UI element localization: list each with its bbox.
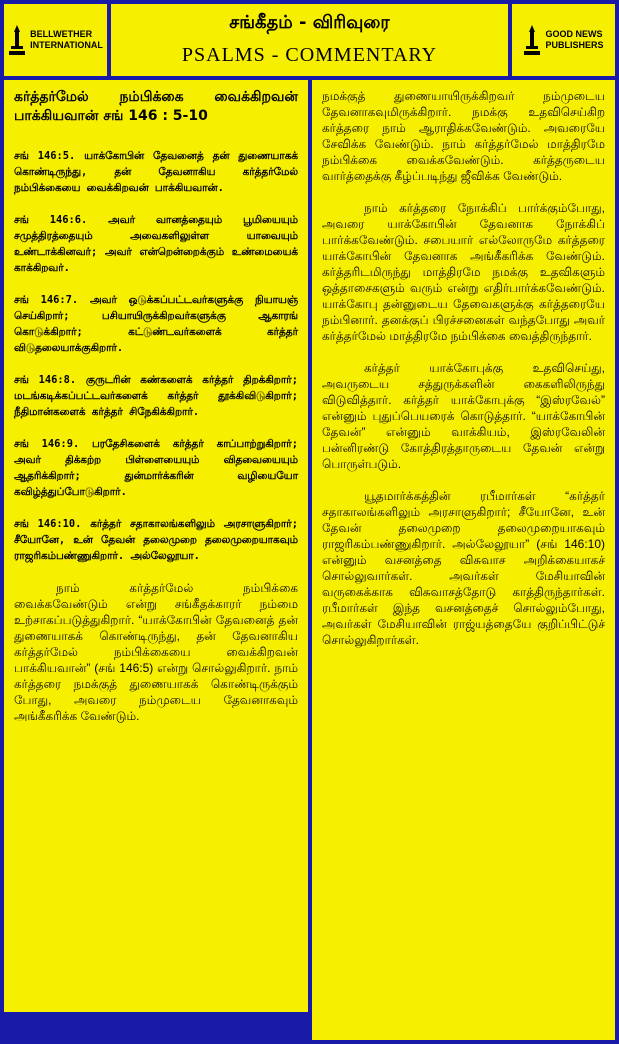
commentary-paragraph: நாம் கர்த்தர்மேல் நம்பிக்கை வைக்கவேண்டும் என்று சங்கீதக்காரர் நம்மை உற்சாகப்படுத்துகிறார். “யாக்கோபின் தேவனைத் தன் துணையாகக் கொண்டிருந்து, தன் தேவனாகிய கர்த்தர்மேல் நம்பிக்கையை வைக்கிறவன் பாக்கியவான்” (சங் 146:5) என்று சொல்லுகிறார். நாம் கர்த்தரை நமக்குத் துணையாகக் கொண்டிருக்கும் போது, அவரை நம்முடைய தேவனாகவும் அங்கீகரிக்க வேண்டும்.: [14, 581, 298, 723]
verse-146-7: சங் 146:7. அவர் ஒடுக்கப்பட்டவர்களுக்கு நியாயஞ் செய்கிறார்; பசியாயிருக்கிறவர்களுக்கு ஆகாரங் கொடுக்கிறார்; கட்டுண்டவர்களைக் கர்த்தர் விடுதலையாக்குகிறார்.: [14, 294, 298, 354]
commentary-paragraph: நாம் கர்த்தரை நோக்கிப் பார்க்கும்போது, அவரை யாக்கோபின் தேவனாக நோக்கிப் பார்க்கவேண்டும். சபையார் எல்லோருமே கர்த்தரை யாக்கோபின் தேவனாக அங்கீகரிக்க வேண்டும். கர்த்தரிடமிருந்து மாத்திரமே நமக்கு உதவிகளும் ஒத்தாசைகளும் வரும் என்று எதிர்பார்க்கவேண்டும். யாக்கோபு தன்னுடைய தேவைகளுக்கு கர்த்தரையே நம்பினார். தனக்குப் பிரச்சனைகள் வந்தபோது அவர் கர்த்தர்மேல் மாத்திரமே நம்பிக்கை வைத்திருந்தார்.: [322, 201, 605, 343]
section-heading: கர்த்தர்மேல் நம்பிக்கை வைக்கிறவன் பாக்கியவான் சங் 146 : 5-10: [14, 89, 298, 124]
good-news-logo: [512, 4, 615, 76]
verse-146-5: சங் 146:5. யாக்கோபின் தேவனைத் தன் துணையாகக் கொண்டிருந்து, தன் தேவனாகிய கர்த்தர்மேல் நம்பிக்கையை வைக்கிறவன் பாக்கியவான்.: [14, 150, 298, 194]
lamp-icon: [8, 23, 26, 57]
lamp-icon: [523, 23, 541, 57]
title-tamil: சங்கீதம் - விரிவுரை: [229, 12, 390, 33]
page-header: [111, 4, 508, 76]
commentary-paragraph: நமக்குத் துணையாயிருக்கிறவர் நம்முடைய தேவனாகவுமிருக்கிறார். நமக்கு உதவிசெய்கிற கர்த்தரை நாம் ஆராதிக்கவேண்டும். அவரையே சேவிக்க வேண்டும். நாம் கர்த்தர்மேல் மாத்திரமே நம்பிக்கை வைக்கவேண்டும். கர்த்தருடைய வார்த்தைக்கு கீழ்ப்படிந்து ஜீவிக்க வேண்டும்.: [322, 89, 605, 183]
bellwether-logo: [4, 4, 107, 76]
commentary-paragraph: கர்த்தர் யாக்கோபுக்கு உதவிசெய்து, அவருடைய சத்துருக்களின் கைகளிலிருந்து விடுவித்தார். கர்த்தர் யாக்கோபுக்கு “இஸ்ரவேல்” என்னும் புதுப்பெயரைக் கொடுத்தார். “யாக்கோபின் தேவன்” என்னும் வாக்கியம், இஸ்ரவேலின் பன்னிரண்டு கோத்திரத்தாருடைய தேவன் என்று பொருள்படும்.: [322, 361, 605, 471]
bellwether-logo-text: BELLWETHER INTERNATIONAL: [30, 29, 103, 50]
good-news-logo-text: GOOD NEWS PUBLISHERS: [545, 29, 604, 50]
verse-146-10: சங் 146:10. கர்த்தர் சதாகாலங்களிலும் அரசாளுகிறார்; சீயோனே, உன் தேவன் தலைமுறை தலைமுறையாகவும் ராஜரிகம்பண்ணுகிறார். அல்லேலூயா.: [14, 518, 298, 562]
left-column: [4, 80, 308, 1012]
right-column: [312, 80, 615, 1040]
verse-146-9: சங் 146:9. பரதேசிகளைக் கர்த்தர் காப்பாற்றுகிறார்; அவர் திக்கற்ற பிள்ளையையும் விதவையையும் ஆதரிக்கிறார்; துன்மார்க்கரின் வழியையோ கவிழ்த்துப்போடுகிறார்.: [14, 438, 298, 498]
verse-146-8: சங் 146:8. குருடரின் கண்களைக் கர்த்தர் திறக்கிறார்; மடங்கடிக்கப்பட்டவர்களைக் கர்த்தர் தூக்கிவிடுகிறார்; நீதிமான்களைக் கர்த்தர் சிநேகிக்கிறார்.: [14, 374, 298, 418]
commentary-paragraph: யூதமார்க்கத்தின் ரபீமார்கள் “கர்த்தர் சதாகாலங்களிலும் அரசாளுகிறார்; சீயோனே, உன் தேவன் தலைமுறை தலைமுறையாகவும் ராஜரிகம்பண்ணுகிறார். அல்லேலூயா” (சங் 146:10) என்னும் வசனத்தை விசுவாச அறிக்கையாகச் சொல்லுவார்கள். அவர்கள் மேசியாவின் வருகைக்காக விசுவாசத்தோடு காத்திருந்தார்கள். ரபீமார்கள் இந்த வசனத்தைச் சொல்லும்போது, அவர்கள் மேசியாவின் ராஜ்யத்தையே குறிப்பிட்டுச் சொல்லுகிறார்கள்.: [322, 489, 605, 647]
verse-146-6: சங் 146:6. அவர் வானத்தையும் பூமியையும் சமுத்திரத்தையும் அவைகளிலுள்ள யாவையும் உண்டாக்கினவர்; அவர் என்றென்றைக்கும் உண்மையைக் காக்கிறவர்.: [14, 214, 298, 274]
title-english: PSALMS - COMMENTARY: [181, 44, 438, 66]
